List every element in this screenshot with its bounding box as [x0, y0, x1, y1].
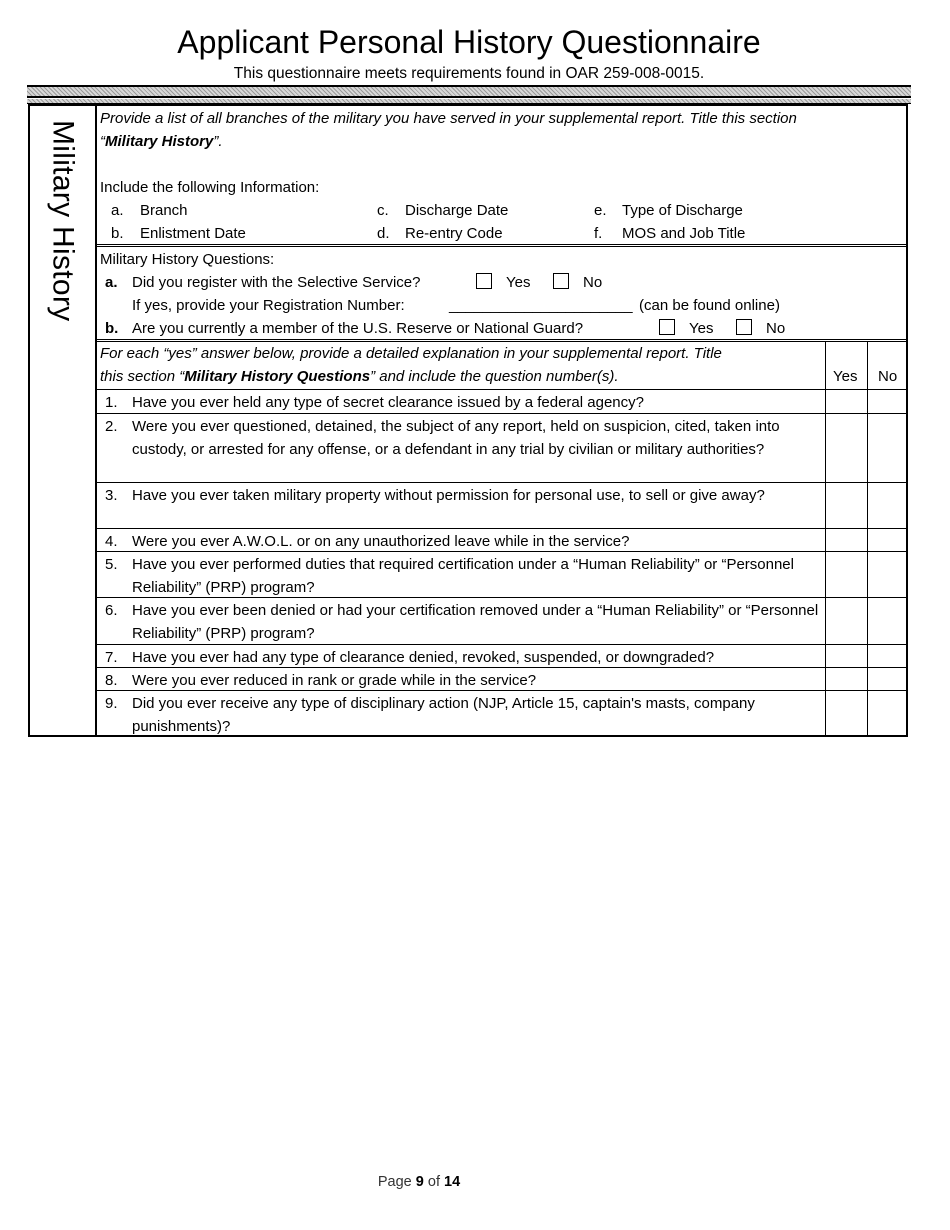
checkbox-yes[interactable]	[476, 273, 492, 289]
checkbox-no[interactable]	[553, 273, 569, 289]
item-branch: Branch	[140, 202, 188, 219]
question-number: 7.	[105, 649, 118, 666]
instruction-post: ” and include the question number(s).	[370, 368, 619, 385]
item-letter: d.	[377, 225, 390, 242]
question-number: 1.	[105, 394, 118, 411]
instruction-line-1: For each “yes” answer below, provide a detailed explanation in your supplemental report. Title	[100, 345, 722, 362]
checkbox-no[interactable]	[736, 319, 752, 335]
item-letter: f.	[594, 225, 603, 242]
registration-number-field[interactable]: ______________________	[449, 297, 633, 314]
item-discharge-type: Type of Discharge	[622, 202, 743, 219]
intro-section	[97, 106, 906, 247]
include-label: Include the following Information:	[100, 179, 320, 196]
item-letter: b.	[111, 225, 124, 242]
question-text: Were you ever questioned, detained, the subject of any report, held on suspicion, cited, taken into custody, or arrested for any offense, or a defendant in any trial by civilian or military authorities?	[132, 418, 780, 458]
yes-label: Yes	[506, 274, 531, 291]
question-row	[97, 667, 906, 690]
intro-title-bold: Military History	[105, 133, 214, 150]
question-row	[97, 690, 906, 735]
mh-questions-heading: Military History Questions:	[100, 251, 275, 268]
page-number: 9	[415, 1174, 424, 1190]
question-number: 8.	[105, 672, 118, 689]
intro-line-2	[100, 131, 223, 153]
section-label-text: Military History	[46, 120, 80, 322]
instruction-pre: this section “	[100, 368, 185, 385]
question-number: 9.	[105, 695, 118, 712]
question-number: 5.	[105, 556, 118, 573]
item-letter: a.	[111, 202, 124, 219]
page-footer	[0, 1174, 838, 1190]
question-text: Have you ever performed duties that required certification under a “Human Reliability” or “Personnel Reliability” (PRP) program?	[132, 556, 794, 596]
page-title: Applicant Personal History Questionnaire	[177, 24, 761, 60]
intro-line-1: Provide a list of all branches of the military you have served in your supplemental report. Title this section	[100, 110, 797, 127]
question-text: Have you ever held any type of secret clearance issued by a federal agency?	[132, 394, 644, 411]
question-text: Did you ever receive any type of disciplinary action (NJP, Article 15, captain's masts, company punishments)?	[132, 695, 755, 735]
no-column-header: No	[878, 368, 898, 385]
military-history-form	[28, 104, 908, 737]
quote-open: “	[100, 133, 105, 150]
reserve-guard-no[interactable]	[736, 318, 785, 340]
header-divider	[27, 85, 911, 98]
selective-service-no[interactable]	[553, 272, 602, 294]
page-word: Page	[377, 1174, 412, 1190]
yes-label: Yes	[689, 320, 714, 337]
quote-close: ”.	[213, 133, 223, 150]
mh-questions-section	[97, 247, 906, 342]
question-number: 3.	[105, 487, 118, 504]
question-number: 4.	[105, 533, 118, 550]
reserve-guard-yes[interactable]	[659, 318, 713, 340]
section-side-label	[30, 106, 97, 735]
question-row	[97, 551, 906, 597]
no-label: No	[766, 320, 786, 337]
question-text: Have you ever had any type of clearance denied, revoked, suspended, or downgraded?	[132, 649, 715, 666]
form-content	[97, 106, 906, 735]
question-row	[97, 644, 906, 667]
item-letter: e.	[594, 202, 607, 219]
page-subtitle: This questionnaire meets requirements found in OAR 259-008-0015.	[233, 65, 705, 82]
item-discharge-date: Discharge Date	[405, 202, 509, 219]
question-text: Have you ever been denied or had your certification removed under a “Human Reliability” or “Personnel Reliability” (PRP) program?	[132, 602, 819, 642]
instruction-bold: Military History Questions	[184, 368, 371, 385]
registration-note: (can be found online)	[639, 297, 780, 314]
question-b-text: Are you currently a member of the U.S. Reserve or National Guard?	[132, 320, 584, 337]
question-row	[97, 597, 906, 644]
instruction-line-2	[100, 366, 619, 388]
question-row	[97, 528, 906, 551]
question-row	[97, 389, 906, 413]
question-text: Were you ever A.W.O.L. or on any unauthorized leave while in the service?	[132, 533, 630, 550]
checkbox-yes[interactable]	[659, 319, 675, 335]
yes-no-questions-section	[97, 342, 906, 735]
yes-column-header: Yes	[833, 368, 858, 385]
question-a-text: Did you register with the Selective Service?	[132, 274, 421, 291]
item-reentry-code: Re-entry Code	[405, 225, 503, 242]
question-letter-a: a.	[105, 274, 118, 291]
item-mos-job-title: MOS and Job Title	[622, 225, 746, 242]
question-number: 2.	[105, 418, 118, 435]
question-text: Have you ever taken military property without permission for personal use, to sell or give away?	[132, 487, 765, 504]
question-letter-b: b.	[105, 320, 119, 337]
registration-label: If yes, provide your Registration Number:	[132, 297, 405, 314]
question-row	[97, 482, 906, 528]
item-enlistment-date: Enlistment Date	[140, 225, 246, 242]
no-label: No	[583, 274, 603, 291]
question-text: Were you ever reduced in rank or grade while in the service?	[132, 672, 537, 689]
selective-service-yes[interactable]	[476, 272, 530, 294]
page-total: 14	[444, 1174, 461, 1190]
question-number: 6.	[105, 602, 118, 619]
of-word: of	[427, 1174, 440, 1190]
question-row	[97, 413, 906, 482]
item-letter: c.	[377, 202, 389, 219]
